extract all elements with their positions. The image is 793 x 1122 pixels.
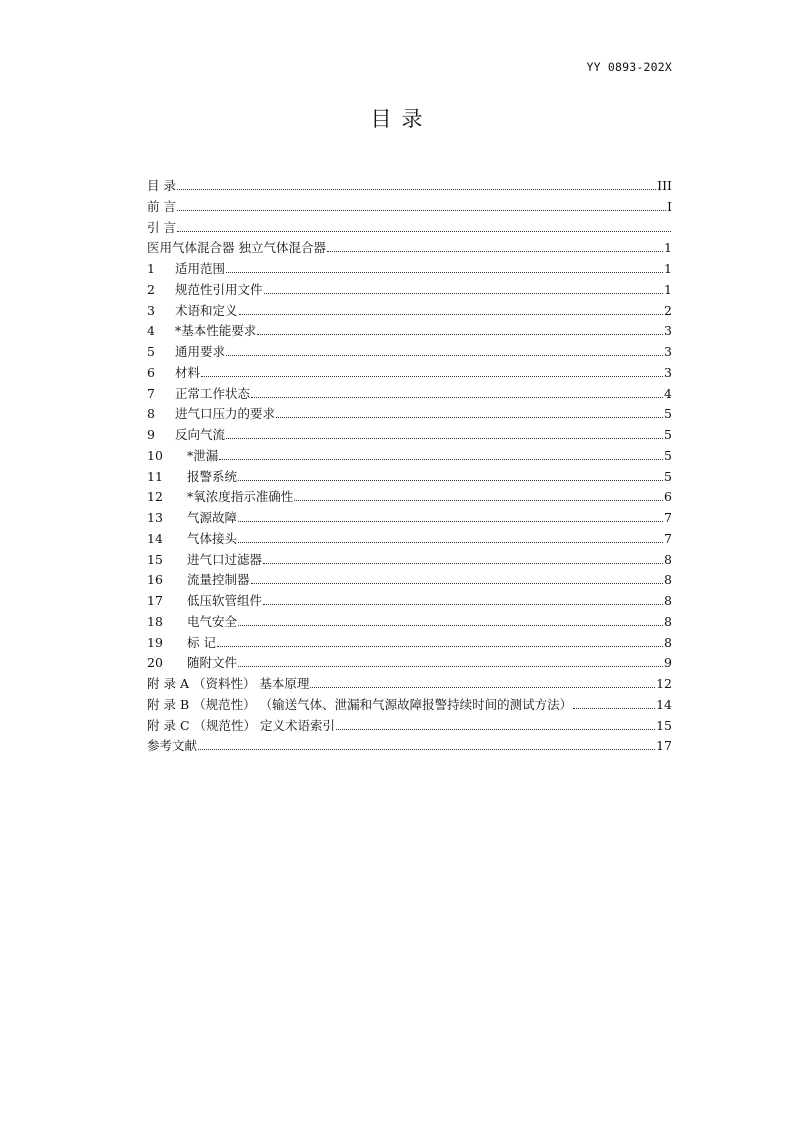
toc-entry-label: 附 录 B （规范性） （输送气体、泄漏和气源故障报警持续时间的测试方法） (147, 696, 573, 712)
toc-entry-bibliography[interactable] (147, 736, 672, 757)
toc-entry-clause-10[interactable] (147, 446, 672, 467)
toc-entry-page: 6 (664, 489, 672, 505)
toc-entry-clause-20[interactable] (147, 653, 672, 674)
toc-entry-label: 参考文献 (147, 738, 198, 754)
toc-entry-clause-17[interactable] (147, 591, 672, 612)
toc-entry-page: III (657, 178, 672, 193)
toc-entry-label: 随附文件 (187, 655, 238, 671)
toc-entry-number: 11 (147, 468, 163, 484)
toc-entry-label: 附 录 C （规范性） 定义术语索引 (147, 717, 335, 733)
toc-entry-label: 术语和定义 (175, 302, 238, 318)
toc-entry-label: 报警系统 (187, 468, 238, 484)
toc-entry-page: 8 (664, 613, 672, 629)
toc-entry-clause-12[interactable] (147, 487, 672, 508)
toc-leader-dots (238, 542, 663, 543)
toc-entry-label: 反向气流 (175, 427, 226, 442)
toc-entry-page: 17 (656, 738, 672, 754)
toc-entry-label: 气源故障 (187, 510, 238, 525)
toc-entry-page: 3 (664, 364, 672, 380)
toc-leader-dots (251, 583, 664, 584)
toc-entry-number: 20 (147, 655, 163, 671)
toc-entry-page: 2 (664, 302, 672, 318)
toc-entry-clause-7[interactable] (147, 384, 672, 405)
toc-entry-clause-4[interactable] (147, 321, 672, 342)
toc-entry-clause-6[interactable] (147, 363, 672, 384)
toc-entry-label: 前 言 (147, 198, 176, 214)
toc-entry-number: 7 (147, 385, 155, 401)
toc-entry-clause-5[interactable] (147, 342, 672, 363)
toc-entry-page: 3 (664, 323, 672, 339)
toc-entry-number: 13 (147, 510, 163, 525)
toc-entry-number: 10 (147, 447, 163, 463)
toc-entry-label: 标 记 (187, 634, 216, 650)
toc-entry-label: 正常工作状态 (175, 385, 251, 401)
toc-leader-dots (251, 397, 663, 398)
toc-entry-page: 14 (656, 696, 672, 712)
toc-entry-clause-16[interactable] (147, 570, 672, 591)
toc-entry-number: 3 (147, 302, 155, 318)
toc-entry-page: 7 (664, 530, 672, 546)
toc-entry-number: 18 (147, 613, 163, 629)
toc-entry-annex-a[interactable] (147, 674, 672, 695)
toc-leader-dots (201, 376, 663, 377)
toc-entry-label: 适用范围 (175, 261, 226, 276)
toc-entry-label: 医用气体混合器 独立气体混合器 (147, 240, 326, 256)
toc-leader-dots (276, 417, 663, 418)
toc-leader-dots (238, 480, 663, 481)
toc-entry-page: 7 (664, 510, 672, 525)
toc-entry-page: 8 (664, 634, 672, 650)
toc-entry-clause-18[interactable] (147, 612, 672, 633)
toc-leader-dots (263, 563, 663, 564)
toc-entry-clause-2[interactable] (147, 280, 672, 301)
toc-leader-dots (177, 189, 656, 190)
toc-leader-dots (217, 646, 663, 647)
toc-leader-dots (198, 749, 655, 750)
toc-entry-label: 引 言 (147, 219, 176, 235)
toc-leader-dots (226, 355, 663, 356)
toc-entry-page: 5 (664, 406, 672, 422)
toc-entry-number: 2 (147, 281, 155, 297)
toc-leader-dots (263, 604, 663, 605)
toc-entry-page: 9 (664, 655, 672, 671)
toc-leader-dots (294, 500, 663, 501)
toc-leader-dots (177, 231, 671, 232)
toc-entry-page: 5 (664, 468, 672, 484)
toc-entry-label: 低压软管组件 (187, 593, 263, 608)
toc-entry-clause-9[interactable] (147, 425, 672, 446)
toc-leader-dots (238, 521, 663, 522)
toc-leader-dots (257, 334, 663, 335)
toc-leader-dots (336, 729, 655, 730)
toc-entry-annex-b[interactable] (147, 695, 672, 716)
toc-entry-number: 16 (147, 572, 163, 588)
toc-entry-page: 8 (664, 572, 672, 588)
toc-entry-clause-11[interactable] (147, 467, 672, 488)
toc-entry-page: 4 (664, 385, 672, 401)
toc-entry-label: 进气口过滤器 (187, 551, 263, 567)
toc-entry-page: 12 (656, 676, 672, 691)
toc-leader-dots (219, 459, 663, 460)
toc-entry-label: 目 录 (147, 178, 176, 193)
toc-entry-page: 15 (656, 717, 672, 733)
toc-leader-dots (264, 293, 664, 294)
toc-entry-label: *氧浓度指示准确性 (187, 489, 294, 505)
table-of-contents (147, 176, 672, 757)
toc-leader-dots (238, 666, 663, 667)
toc-entry-label: 电气安全 (187, 613, 238, 629)
toc-entry-label: 附 录 A （资料性） 基本原理 (147, 676, 310, 691)
toc-entry-page: 5 (664, 447, 672, 463)
toc-leader-dots (226, 272, 663, 273)
toc-entry-number: 6 (147, 364, 155, 380)
toc-entry-contents[interactable] (147, 176, 672, 197)
toc-entry-number: 9 (147, 427, 155, 442)
toc-entry-foreword[interactable] (147, 197, 672, 218)
toc-entry-clause-13[interactable] (147, 508, 672, 529)
toc-entry-number: 15 (147, 551, 163, 567)
toc-entry-standard-title[interactable] (147, 238, 672, 259)
toc-entry-number: 1 (147, 261, 155, 276)
toc-entry-number: 17 (147, 593, 163, 608)
toc-entry-page: 5 (664, 427, 672, 442)
toc-entry-label: 通用要求 (175, 344, 226, 359)
toc-entry-clause-19[interactable] (147, 633, 672, 654)
toc-entry-label: 气体接头 (187, 530, 238, 546)
page-title: 目录 (370, 107, 433, 131)
toc-entry-clause-1[interactable] (147, 259, 672, 280)
toc-entry-clause-8[interactable] (147, 404, 672, 425)
toc-entry-clause-15[interactable] (147, 550, 672, 571)
toc-entry-label: 规范性引用文件 (175, 281, 263, 297)
toc-leader-dots (226, 438, 663, 439)
toc-entry-number: 5 (147, 344, 155, 359)
toc-leader-dots (239, 314, 664, 315)
toc-entry-number: 14 (147, 530, 163, 546)
toc-entry-clause-14[interactable] (147, 529, 672, 550)
toc-entry-page: 3 (664, 344, 672, 359)
toc-entry-page: 1 (664, 281, 672, 297)
toc-entry-number: 8 (147, 406, 155, 422)
toc-leader-dots (327, 251, 663, 252)
toc-entry-page: I (667, 198, 672, 214)
toc-entry-annex-c[interactable] (147, 716, 672, 737)
toc-leader-dots (177, 210, 666, 211)
toc-entry-label: *泄漏 (187, 447, 219, 463)
toc-entry-introduction[interactable] (147, 218, 672, 239)
toc-entry-label: 流量控制器 (187, 572, 250, 588)
toc-leader-dots (310, 687, 655, 688)
toc-entry-label: 进气口压力的要求 (175, 406, 276, 422)
toc-entry-label: 材料 (175, 364, 201, 380)
toc-entry-number: 19 (147, 634, 163, 650)
toc-entry-label: *基本性能要求 (175, 323, 257, 339)
toc-entry-number: 12 (147, 489, 163, 505)
toc-entry-clause-3[interactable] (147, 301, 672, 322)
toc-entry-number: 4 (147, 323, 155, 339)
toc-entry-page: 1 (664, 261, 672, 276)
toc-leader-dots (573, 708, 655, 709)
toc-entry-page: 8 (664, 551, 672, 567)
document-code: YY 0893-202X (586, 60, 672, 74)
toc-entry-page: 1 (664, 240, 672, 256)
toc-leader-dots (238, 625, 663, 626)
toc-entry-page: 8 (664, 593, 672, 608)
